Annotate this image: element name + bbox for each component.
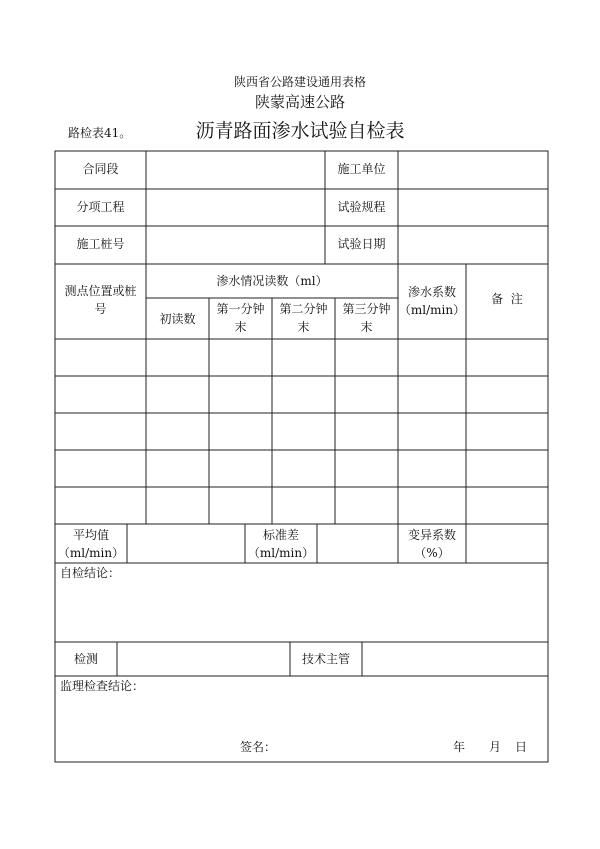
header-minute2-line2: 末 [297, 320, 310, 334]
test-spec-field[interactable] [399, 190, 547, 225]
label-year: 年 [453, 740, 466, 754]
label-self-check-conclusion: 自检结论： [60, 566, 121, 580]
label-cv-line2: （%） [414, 546, 450, 560]
label-tech-manager: 技术主管 [301, 652, 350, 666]
header-coef-line2: （ml/min） [398, 303, 466, 317]
sub-project-field[interactable] [147, 190, 324, 225]
label-day: 日 [515, 740, 528, 754]
signature-field[interactable] [278, 738, 438, 758]
label-signature: 签名： [240, 740, 277, 754]
label-inspection: 检测 [73, 652, 98, 666]
label-month: 月 [489, 740, 502, 754]
header-location-line2: 号 [94, 302, 107, 316]
project-name: 陕蒙高速公路 [254, 93, 345, 111]
std-dev-value-field[interactable] [318, 525, 397, 562]
header-coef-line1: 渗水系数 [407, 285, 456, 299]
inspection-field[interactable] [118, 643, 289, 675]
table-row [55, 450, 548, 487]
label-average-line1: 平均值 [72, 528, 109, 542]
header-minute1-line2: 末 [234, 320, 247, 334]
station-number-field[interactable] [147, 227, 324, 263]
label-test-date: 试验日期 [337, 237, 386, 251]
form-title: 沥青路面渗水试验自检表 [195, 120, 405, 142]
label-test-spec: 试验规程 [337, 200, 386, 214]
table-row [55, 413, 548, 450]
header-location-line1: 测点位置或桩 [64, 284, 137, 298]
header-minute3-line1: 第三分钟 [342, 302, 391, 316]
contract-section-field[interactable] [147, 152, 324, 188]
header-minute1-line1: 第一分钟 [216, 302, 265, 316]
construction-unit-field[interactable] [399, 152, 547, 188]
label-std-dev-line2: （ml/min） [247, 546, 315, 560]
self-check-conclusion-field[interactable] [56, 582, 547, 641]
test-date-field[interactable] [399, 227, 547, 263]
label-supervisor-conclusion: 监理检查结论： [60, 679, 145, 693]
table-row [55, 339, 548, 376]
label-construction-unit: 施工单位 [337, 162, 386, 176]
label-cv-line1: 变异系数 [407, 528, 456, 542]
table-row [55, 376, 548, 413]
header-minute2-line1: 第二分钟 [279, 302, 328, 316]
label-contract-section: 合同段 [82, 162, 119, 176]
form-code: 路检表41。 [68, 126, 132, 140]
header-readings-group: 渗水情况读数（ml） [216, 274, 328, 288]
tech-manager-field[interactable] [363, 643, 547, 675]
label-average-line2: （ml/min） [57, 546, 125, 560]
label-std-dev-line1: 标准差 [262, 528, 299, 542]
header-minute3-line2: 末 [360, 320, 373, 334]
supervisor-conclusion-field[interactable] [56, 695, 547, 735]
label-station-number: 施工桩号 [76, 237, 125, 251]
label-sub-project: 分项工程 [76, 200, 125, 214]
form-subtitle: 陕西省公路建设通用表格 [233, 75, 366, 89]
header-initial-reading: 初读数 [159, 312, 196, 326]
average-value-field[interactable] [128, 525, 244, 562]
table-row [55, 487, 548, 524]
header-remarks: 备 注 [491, 292, 523, 306]
cv-value-field[interactable] [467, 525, 547, 562]
